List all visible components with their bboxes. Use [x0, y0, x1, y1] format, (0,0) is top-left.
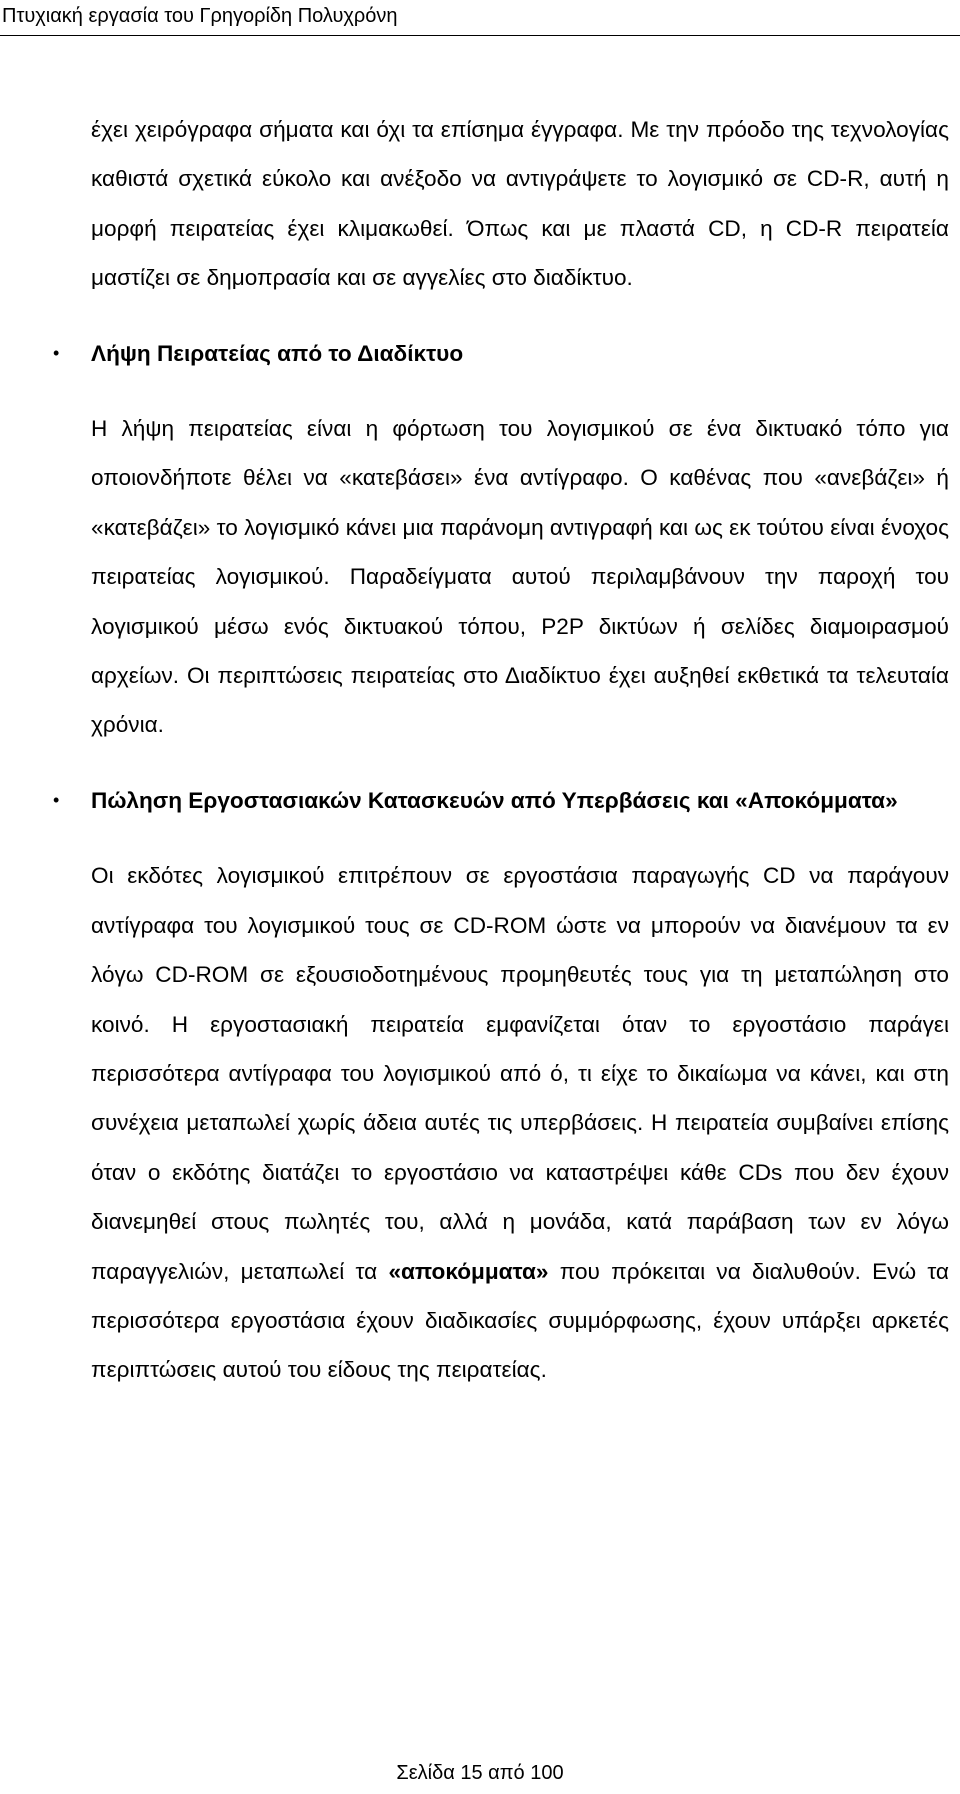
bullet-icon: •: [53, 342, 60, 363]
section-paragraph: [91, 851, 949, 1394]
page-header: [0, 0, 960, 36]
page-number: Σελίδα 15 από 100: [396, 1762, 564, 1784]
bold-term: «αποκόμματα»: [388, 1258, 549, 1284]
spacer: [91, 378, 949, 404]
spacer: [91, 303, 949, 329]
section-factory-overrun: [53, 776, 949, 825]
section-heading: Λήψη Πειρατείας από το Διαδίκτυο: [91, 340, 464, 366]
page-content: [53, 105, 949, 1395]
paragraph-text: Οι εκδότες λογισμικού επιτρέπουν σε εργοστάσια παραγωγής CD να παράγουν αντίγραφα του λογισμικού τους σε CD-ROM ώστε να μπορούν να διανέμουν τα εν λόγω CD-ROM σε εξουσιοδοτημένους προμηθευτές τους για τη μεταπώληση στο κοινό. Η εργοστασιακή πειρατεία εμφανίζεται όταν το εργοστάσιο παράγει περισσότερα αντίγραφα του λογισμικού από ό, τι είχε το δικαίωμα να κάνει, και στη συνέχεια μεταπωλεί χωρίς άδεια αυτές τις υπερβάσεις. Η πειρατεία συμβαίνει επίσης όταν ο εκδότης διατάζει το εργοστάσιο να καταστρέψει κάθε CDs που δεν έχουν διανεμηθεί στους πωλητές του, αλλά η μονάδα, κατά παράβαση των εν λόγω παραγγελιών, μεταπωλεί τα: [91, 863, 949, 1284]
spacer: [91, 750, 949, 776]
section-heading: Πώληση Εργοστασιακών Κατασκευών από Υπερβάσεις και «Αποκόμματα»: [91, 787, 898, 813]
document-title: Πτυχιακή εργασία του Γρηγορίδη Πολυχρόνη: [2, 5, 398, 27]
paragraph-text: που πρόκειται να διαλυθούν. Ενώ τα περισσότερα εργοστάσια έχουν διαδικασίες συμμόρφωσης, έχουν υπάρξει αρκετές περιπτώσεις αυτού του είδους της πειρατείας.: [91, 1258, 949, 1383]
intro-paragraph: έχει χειρόγραφα σήματα και όχι τα επίσημα έγγραφα. Με την πρόοδο της τεχνολογίας καθιστά σχετικά εύκολο και ανέξοδο να αντιγράψετε το λογισμικό σε CD-R, αυτή η μορφή πειρατείας έχει κλιμακωθεί. Όπως και με πλαστά CD, η CD-R πειρατεία μαστίζει σε δημοπρασία και σε αγγελίες στο διαδίκτυο.: [91, 117, 949, 291]
section-internet-piracy: [53, 329, 949, 378]
section-paragraph: Η λήψη πειρατείας είναι η φόρτωση του λογισμικού σε ένα δικτυακό τόπο για οποιονδήποτε θέλει να «κατεβάσει» ένα αντίγραφο. Ο καθένας που «ανεβάζει» ή «κατεβάζει» το λογισμικό κάνει μια παράνομη αντιγραφή και ως εκ τούτου είναι ένοχος πειρατείας λογισμικού. Παραδείγματα αυτού περιλαμβάνουν την παροχή του λογισμικού μέσω ενός δικτυακού τόπου, P2P δικτύων ή σελίδες διαμοιρασμού αρχείων. Οι περιπτώσεις πειρατείας στο Διαδίκτυο έχει αυξηθεί εκθετικά τα τελευταία χρόνια.: [91, 416, 949, 738]
bullet-icon: •: [53, 789, 60, 810]
spacer: [91, 825, 949, 851]
